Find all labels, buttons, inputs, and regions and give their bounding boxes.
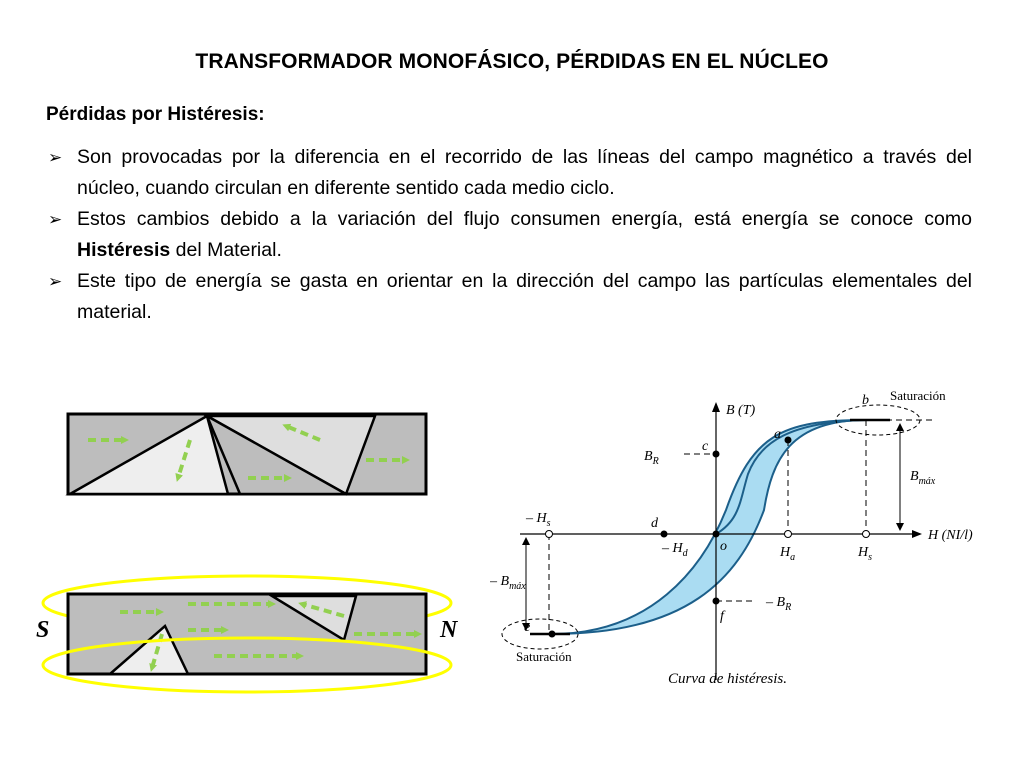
label-a: a bbox=[774, 427, 781, 442]
arrowhead-bullet-icon: ➢ bbox=[48, 272, 63, 291]
label-neg-hs: – $H_s$ bbox=[526, 511, 551, 529]
axis-b-label: B (T) bbox=[726, 403, 756, 418]
axis-h-label: H (NI/l) bbox=[928, 528, 973, 543]
label-neg-br: – $B_R$ bbox=[766, 595, 792, 613]
label-bmax: $B_{máx}$ bbox=[910, 469, 936, 487]
label-e: e bbox=[524, 620, 531, 635]
label-c: c bbox=[702, 439, 709, 454]
arrowhead-bullet-icon: ➢ bbox=[48, 210, 63, 229]
point-d bbox=[661, 531, 668, 538]
curve-caption: Curva de histéresis. bbox=[668, 671, 788, 687]
magnetic-domains-diagram bbox=[0, 0, 480, 768]
north-pole-label: N bbox=[440, 617, 458, 643]
hysteresis-loop bbox=[552, 420, 866, 634]
label-hs: $H_s$ bbox=[858, 545, 873, 563]
section-subtitle: Pérdidas por Histéresis: bbox=[46, 104, 265, 125]
label-b: b bbox=[862, 393, 869, 408]
saturation-label-bottom: Saturación bbox=[516, 649, 572, 664]
bullet-text: Estos cambios debido a la variación del flujo consumen energía, está energía se conoce como bbox=[77, 208, 972, 230]
south-pole-label: S bbox=[36, 617, 50, 643]
bullet-bold-text: Histéresis bbox=[77, 239, 171, 261]
bullet-text: Este tipo de energía se gasta en orientar en la dirección del campo las partículas elementales del material. bbox=[77, 270, 972, 323]
point-hs bbox=[863, 531, 870, 538]
hysteresis-curve-diagram bbox=[490, 380, 1000, 700]
label-o: o bbox=[720, 539, 727, 554]
label-f: f bbox=[720, 609, 724, 624]
point-ha bbox=[785, 531, 792, 538]
page-title: TRANSFORMADOR MONOFÁSICO, PÉRDIDAS EN EL NÚCLEO bbox=[195, 50, 829, 73]
point-a bbox=[785, 437, 792, 444]
arrowhead-bullet-icon: ➢ bbox=[48, 148, 63, 167]
label-neg-bmax: – $B_{máx}$ bbox=[490, 574, 526, 592]
label-br: $B_R$ bbox=[644, 449, 659, 467]
label-d: d bbox=[651, 516, 658, 531]
bullet-text: Son provocadas por la diferencia en el recorrido de las líneas del campo magnético a través del núcleo, cuando circulan en diferente sentido cada medio ciclo. bbox=[77, 146, 972, 199]
magnetized-core bbox=[36, 576, 459, 692]
unmagnetized-core bbox=[68, 414, 426, 494]
point-f bbox=[713, 598, 720, 605]
label-ha: $H_a$ bbox=[780, 545, 796, 563]
saturation-label-top: Saturación bbox=[890, 388, 946, 403]
point-e bbox=[549, 631, 556, 638]
label-neg-hd: – $H_d$ bbox=[662, 541, 688, 559]
point-o bbox=[713, 531, 720, 538]
bullet-text-end: del Material. bbox=[170, 239, 282, 261]
point-neg-hs bbox=[546, 531, 553, 538]
point-c bbox=[713, 451, 720, 458]
